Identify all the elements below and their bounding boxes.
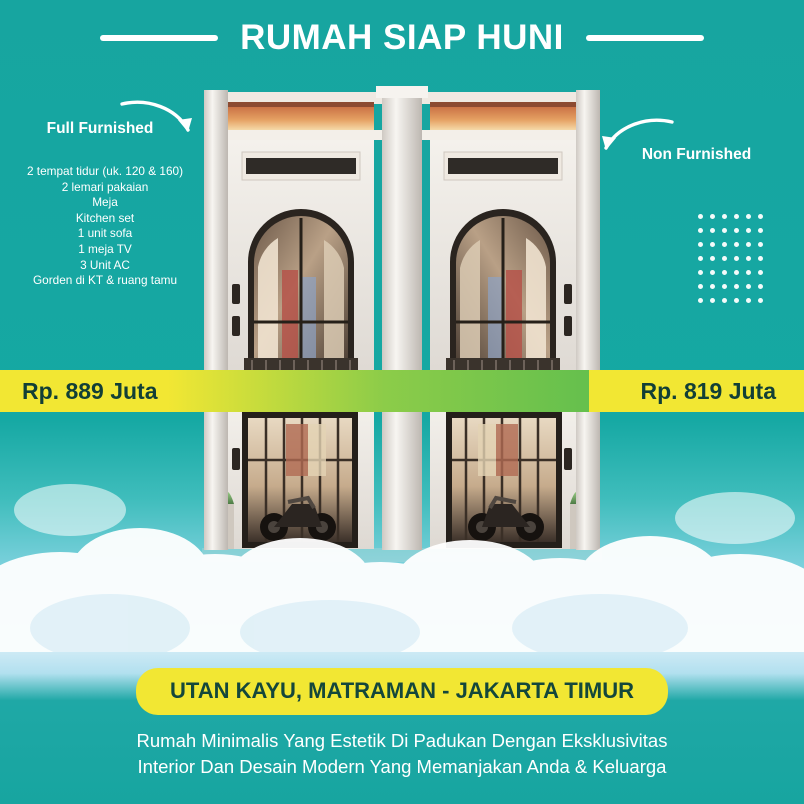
list-item: 2 tempat tidur (uk. 120 & 160) bbox=[26, 164, 184, 178]
list-item: 3 Unit AC bbox=[80, 257, 130, 272]
price-left-text: Rp. 889 Juta bbox=[22, 377, 158, 404]
list-item: 2 lemari pakaian bbox=[61, 179, 149, 194]
price-band-left bbox=[0, 370, 620, 412]
left-callout bbox=[0, 120, 210, 289]
location-text: UTAN KAYU, MATRAMAN - JAKARTA TIMUR bbox=[170, 678, 634, 703]
house-illustration bbox=[196, 72, 608, 572]
page-title: RUMAH SIAP HUNI bbox=[240, 18, 564, 57]
house-unit-left bbox=[218, 92, 382, 549]
price-band-right bbox=[589, 370, 804, 412]
tagline-line-1: Rumah Minimalis Yang Estetik Di Padukan Dengan Eksklusivitas bbox=[136, 730, 668, 751]
dot-grid-decoration bbox=[698, 214, 770, 312]
tagline bbox=[0, 728, 804, 780]
tagline-line-2: Interior Dan Desain Modern Yang Memanjakan Anda & Keluarga bbox=[137, 756, 667, 777]
list-item: 1 meja TV bbox=[78, 241, 132, 256]
header bbox=[0, 18, 804, 58]
header-rule-left bbox=[100, 35, 218, 41]
arrow-left-icon bbox=[118, 98, 198, 144]
house-svg bbox=[196, 72, 608, 572]
right-callout bbox=[589, 120, 804, 164]
footer bbox=[0, 652, 804, 804]
list-item: Meja bbox=[92, 195, 118, 210]
location-badge bbox=[136, 668, 668, 715]
furnishing-list bbox=[0, 164, 210, 289]
right-callout-label: Non Furnished bbox=[641, 146, 752, 163]
arrow-right-icon bbox=[596, 116, 676, 162]
list-item: Gorden di KT & ruang tamu bbox=[32, 273, 178, 288]
list-item: Kitchen set bbox=[75, 210, 135, 225]
left-callout-label: Full Furnished bbox=[46, 120, 154, 137]
list-item: 1 unit sofa bbox=[77, 226, 133, 241]
price-right-text: Rp. 819 Juta bbox=[640, 377, 776, 404]
house-unit-right bbox=[422, 92, 586, 549]
header-rule-right bbox=[586, 35, 704, 41]
